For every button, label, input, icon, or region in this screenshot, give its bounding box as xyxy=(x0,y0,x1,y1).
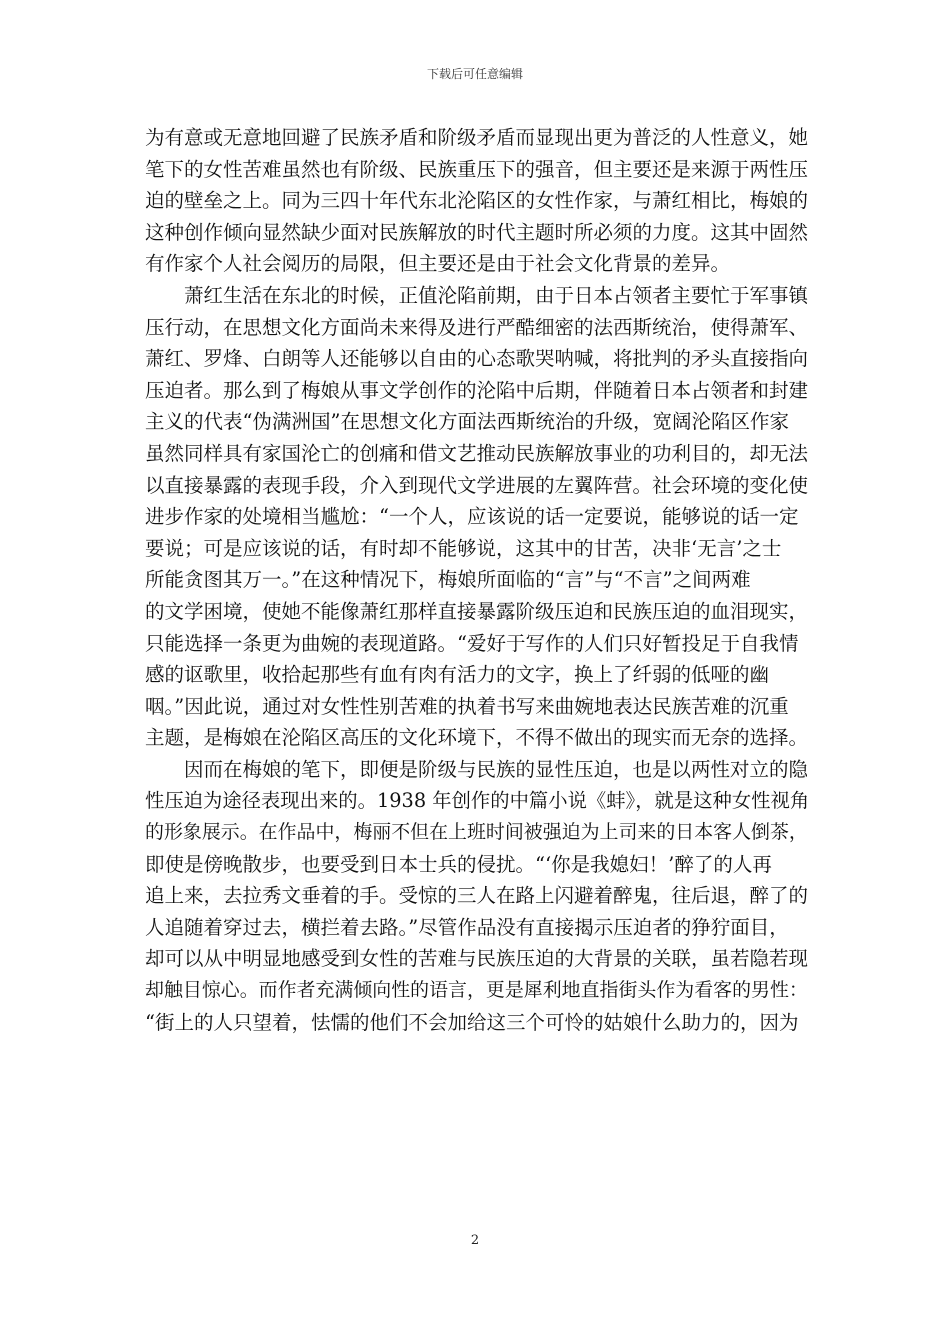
text-line: 却触目惊心。而作者充满倾向性的语言，更是犀利地直指街头作为看客的男性： xyxy=(145,979,808,1002)
text-line: 为有意或无意地回避了民族矛盾和阶级矛盾而显现出更为普泛的人性意义，她 xyxy=(145,126,809,149)
paragraph-1 xyxy=(145,122,809,280)
text-line: 主题，是梅娘在沦陷区高压的文化环境下，不得不做出的现实而无奈的选择。 xyxy=(145,726,809,750)
paragraph-2 xyxy=(145,280,809,754)
text-line: 即使是傍晚散步，也要受到日本士兵的侵扰。“‘你是我媳妇！’醉了的人再 xyxy=(145,852,772,876)
text-line: 只能选择一条更为曲婉的表现道路。“爱好于写作的人们只好暂投足于自我情 xyxy=(145,631,799,655)
text-line: 这种创作倾向显然缺少面对民族解放的时代主题时所必须的力度。这其中固然 xyxy=(145,220,809,244)
text-line: 笔下的女性苦难虽然也有阶级、民族重压下的强音，但主要还是来源于两性压 xyxy=(145,157,809,181)
text-line: 的形象展示。在作品中，梅丽不但在上班时间被强迫为上司来的日本客人倒茶， xyxy=(145,821,808,844)
text-line: 性压迫为途径表现出来的。1938 年创作的中篇小说《蚌》，就是这种女性视角 xyxy=(145,789,810,813)
text-line: 因而在梅娘的笔下，即便是阶级与民族的显性压迫，也是以两性对立的隐 xyxy=(184,757,809,781)
text-line: 压迫者。那么到了梅娘从事文学创作的沦陷中后期，伴随着日本占领者和封建 xyxy=(145,378,809,402)
text-line: 萧红生活在东北的时候，正值沦陷前期，由于日本占领者主要忙于军事镇 xyxy=(184,283,809,307)
text-line: 萧红、罗烽、白朗等人还能够以自由的心态歌哭呐喊，将批判的矛头直接指向 xyxy=(145,347,809,371)
text-line: 所能贪图其万一。”在这种情况下，梅娘所面临的“言”与“不言”之间两难 xyxy=(145,568,751,592)
text-line: 以直接暴露的表现手段，介入到现代文学进展的左翼阵营。社会环境的变化使 xyxy=(145,473,809,497)
text-line: 的文学困境，使她不能像萧红那样直接暴露阶级压迫和民族压迫的血泪现实， xyxy=(145,599,809,623)
text-line: 追上来，去拉秀文垂着的手。受惊的三人在路上闪避着醉鬼，往后退，醉了的 xyxy=(145,884,809,908)
page-number: 2 xyxy=(470,1233,480,1248)
paragraph-3 xyxy=(145,754,809,1038)
text-line: 压行动，在思想文化方面尚未来得及进行严酷细密的法西斯统治，使得萧军、 xyxy=(145,315,809,339)
text-line: 虽然同样具有家国沦亡的创痛和借文艺推动民族解放事业的功利目的，却无法 xyxy=(145,441,809,465)
text-line: 却可以从中明显地感受到女性的苦难与民族压迫的大背景的关联，虽若隐若现 xyxy=(145,947,809,971)
text-line: 人追随着穿过去，横拦着去路。”尽管作品没有直接揭示压迫者的狰狞面目， xyxy=(145,915,789,939)
text-line: “街上的人只望着，怯懦的他们不会加给这三个可怜的姑娘什么助力的，因为 xyxy=(145,1010,799,1034)
page-header: 下载后可任意编辑 xyxy=(426,67,523,81)
text-line: 有作家个人社会阅历的局限，但主要还是由于社会文化背景的差异。 xyxy=(145,252,731,276)
text-line: 要说；可是应该说的话，有时却不能够说，这其中的甘苦，决非‘无言’之士 xyxy=(145,536,782,560)
text-line: 主义的代表“伪满洲国”在思想文化方面法西斯统治的升级，宽阔沦陷区作家 xyxy=(145,410,789,434)
text-line: 迫的壁垒之上。同为三四十年代东北沦陷区的女性作家，与萧红相比，梅娘的 xyxy=(145,189,809,213)
text-line: 咽。”因此说，通过对女性性别苦难的执着书写来曲婉地表达民族苦难的沉重 xyxy=(145,694,789,718)
text-line: 感的讴歌里，收拾起那些有血有肉有活力的文字，换上了纤弱的低哑的幽 xyxy=(145,663,770,687)
text-line: 进步作家的处境相当尴尬：“一个人，应该说的话一定要说，能够说的话一定 xyxy=(145,505,799,529)
body-text xyxy=(145,122,809,1038)
